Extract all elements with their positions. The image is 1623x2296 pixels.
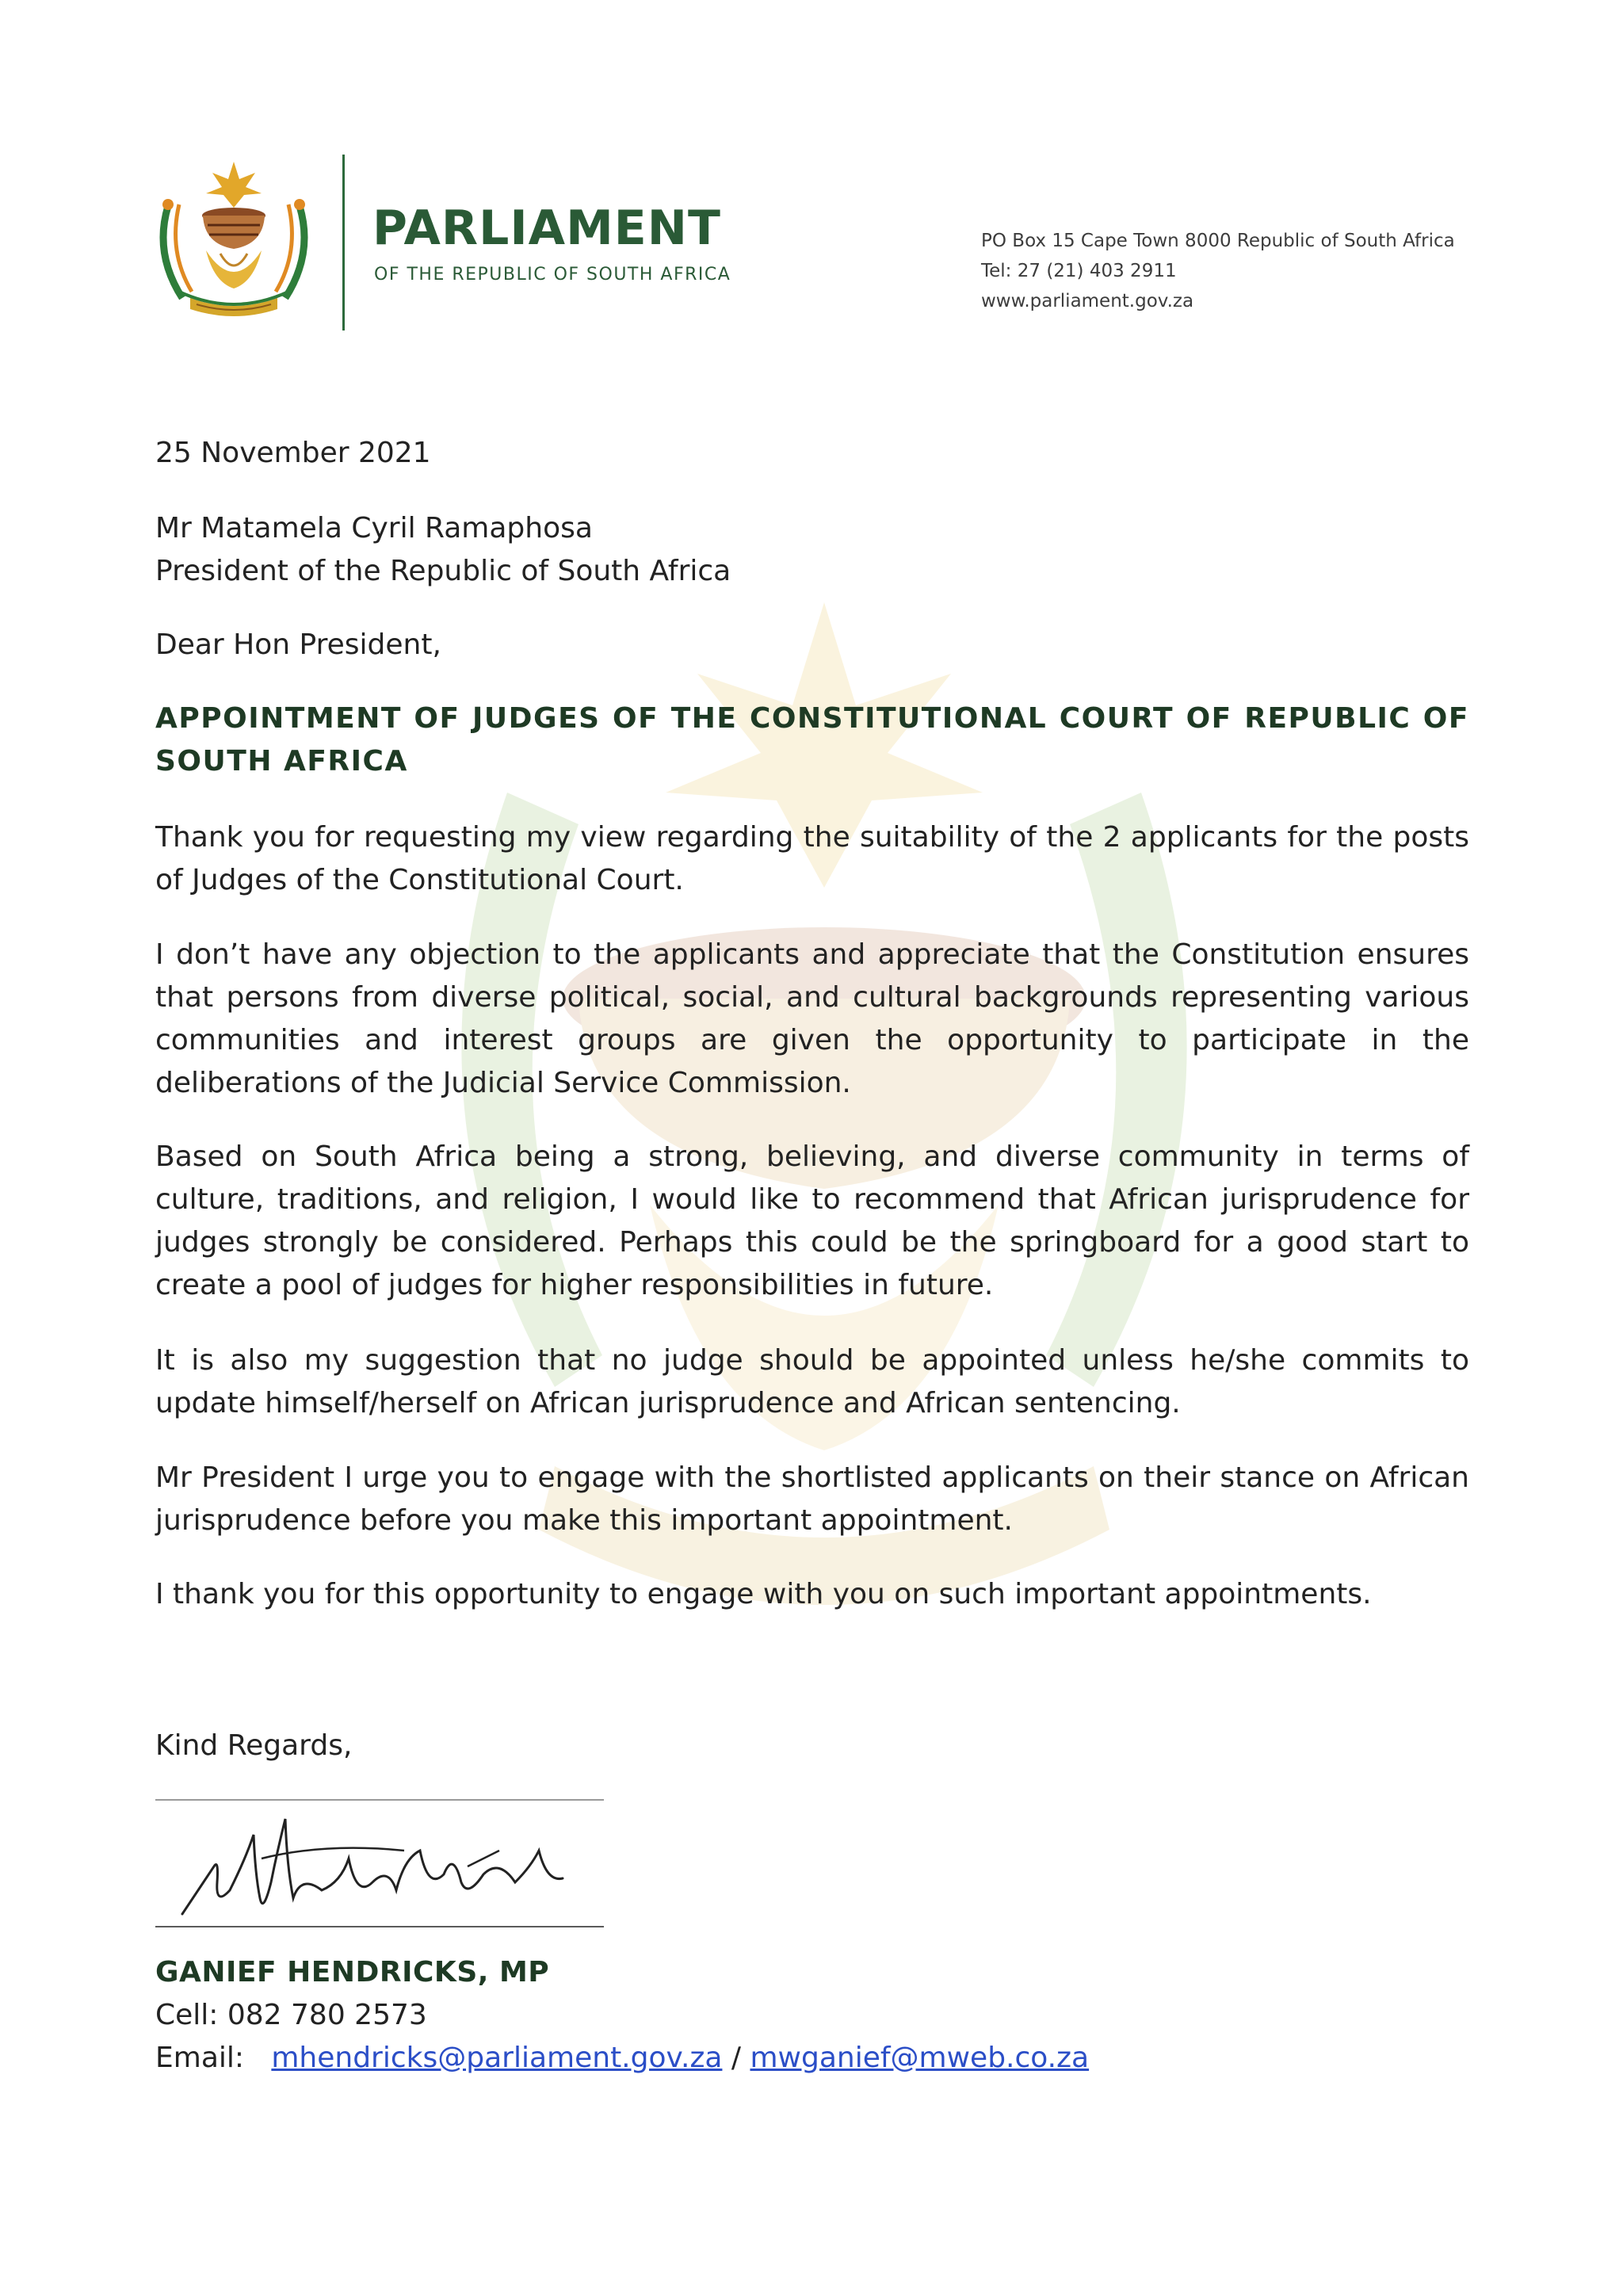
signature-line-top [155, 1799, 604, 1801]
parliament-subtitle: OF THE REPUBLIC OF SOUTH AFRICA [374, 265, 731, 285]
recipient-name: Mr Matamela Cyril Ramaphosa [155, 512, 593, 544]
recipient-title: President of the Republic of South Africa [155, 555, 731, 587]
salutation: Dear Hon President, [155, 628, 441, 661]
email-link-mweb[interactable]: mwganief@mweb.co.za [750, 2042, 1090, 2074]
email-separator: / [731, 2042, 742, 2074]
recipient-block [155, 507, 1469, 593]
contact-address: PO Box 15 Cape Town 8000 Republic of South Africa [981, 231, 1455, 251]
crest-drum-icon [202, 208, 265, 249]
letter-subject: APPOINTMENT OF JUDGES OF THE CONSTITUTIONAL COURT OF REPUBLIC OF SOUTH AFRICA [155, 702, 1469, 777]
paragraph-6: I thank you for this opportunity to engage with you on such important appointments. [155, 1578, 1372, 1610]
contact-website: www.parliament.gov.za [981, 291, 1194, 311]
contact-tel: Tel: 27 (21) 403 2911 [981, 261, 1177, 281]
signer-email [155, 2037, 1089, 2080]
signature-line-bottom [155, 1926, 604, 1927]
parliament-name: PARLIAMENT [372, 201, 721, 256]
signer-name: GANIEF HENDRICKS, MP [155, 1956, 550, 1988]
parliament-crest-logo [151, 159, 317, 325]
letter-date: 25 November 2021 [155, 437, 431, 469]
paragraph-4: It is also my suggestion that no judge should be appointed unless he/she commits to update himself/herself on African jurisprudence and African sentencing. [155, 1344, 1469, 1419]
contact-block [981, 226, 1455, 316]
signature-icon [166, 1803, 579, 1930]
signer-cell: Cell: 082 780 2573 [155, 1999, 427, 2031]
email-label: Email: [155, 2042, 245, 2074]
paragraph-2: I don’t have any objection to the applicants and appreciate that the Constitution ensures that persons from diverse political, social, and cultural backgrounds representing various communities and interest groups are given the opportunity to participate in the deliberations of the Judicial Service Commission. [155, 938, 1469, 1099]
paragraph-5: Mr President I urge you to engage with the shortlisted applicants on their stance on African jurisprudence before you make this important appointment. [155, 1461, 1469, 1537]
paragraph-3: Based on South Africa being a strong, believing, and diverse community in terms of culture, traditions, and religion, I would like to recommend that African jurisprudence for judges strongly be considered. Perhaps this could be the springboard for a good start to create a pool of judges for higher responsibilities in future. [155, 1140, 1469, 1301]
crest-sun-icon [206, 162, 262, 208]
header-divider [342, 155, 345, 330]
closing: Kind Regards, [155, 1729, 353, 1762]
paragraph-1: Thank you for requesting my view regarding the suitability of the 2 applicants for the posts of Judges of the Constitutional Court. [155, 821, 1469, 896]
crest-protea-icon [206, 250, 262, 288]
email-link-parliament[interactable]: mhendricks@parliament.gov.za [271, 2042, 723, 2074]
